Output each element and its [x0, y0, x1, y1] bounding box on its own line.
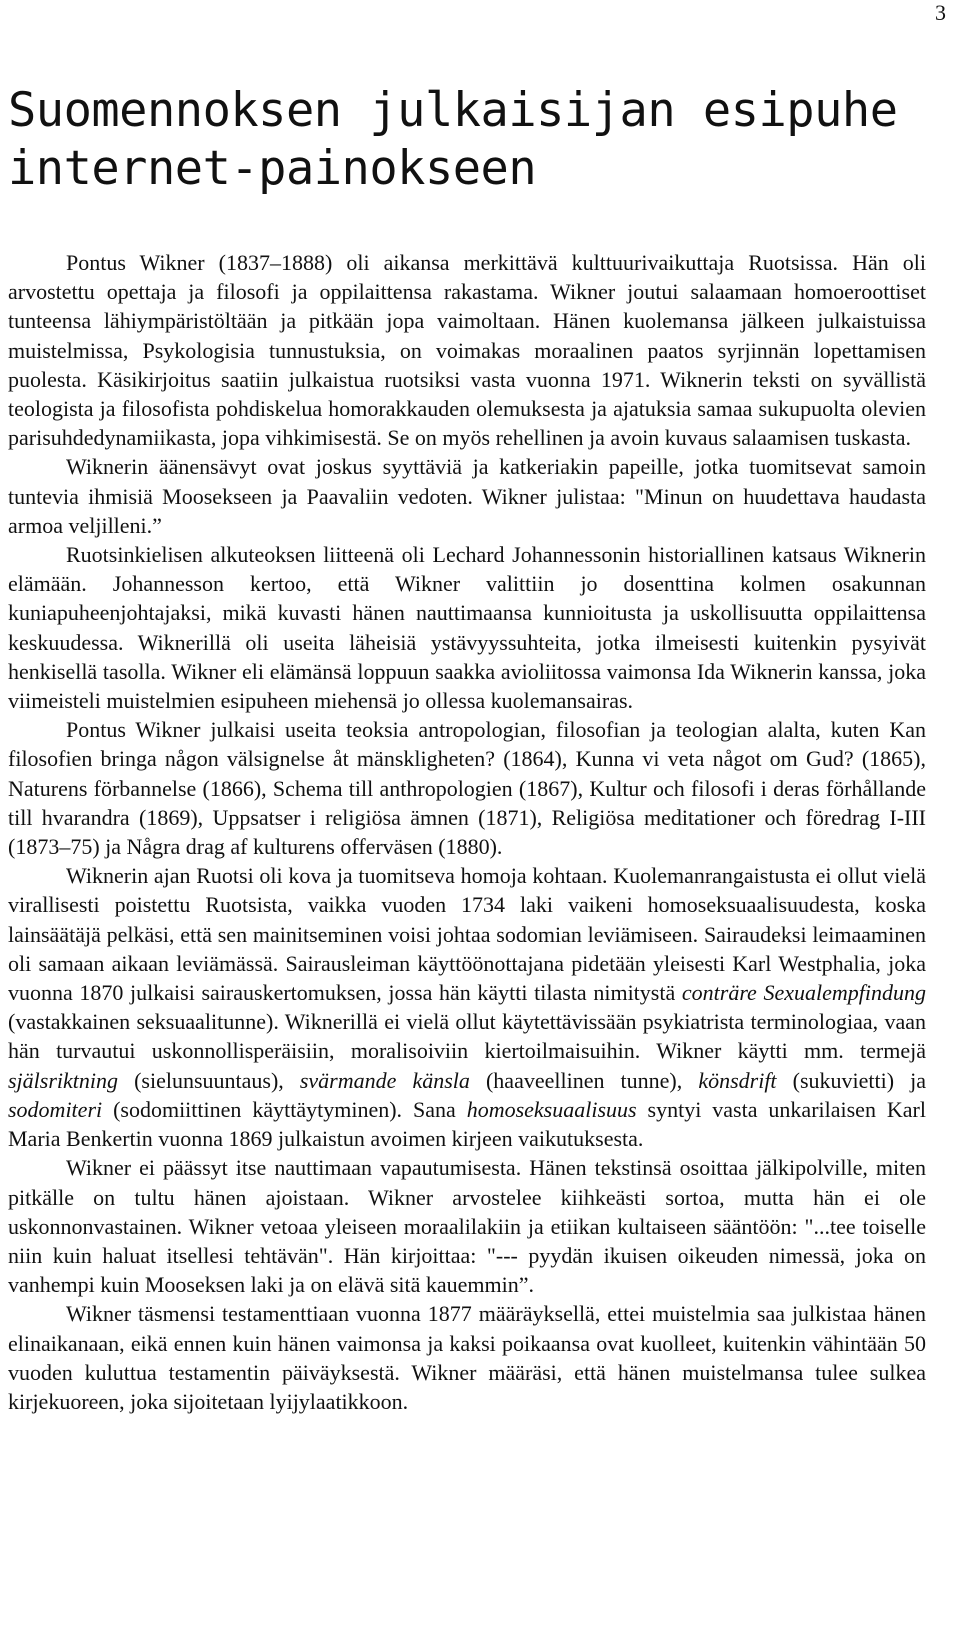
text-run: (sodomiittinen käyttäytyminen). Sana: [102, 1096, 467, 1122]
italic-term: conträre Sexualempfindung: [681, 980, 926, 1006]
italic-term: sodomiteri: [8, 1096, 103, 1122]
text-run: Pontus Wikner julkaisi useita teoksia antropologian, filosofian ja teologian alalta, kuten Kan filosofien bringa någon välsignelse åt mänskligheten? (1864), Kunna vi veta något om Gud? (1865), Naturens förbannelse (1866), Schema till anthropologien (1867), Kultur och filosofi i deras förhållande till hvarandra (1869), Uppsatser i religiösa ämnen (1871), Religiösa meditationer och föredrag I-III (1873–75) ja Några drag af kulturens offerväsen (1880).: [8, 717, 926, 860]
paragraph: [8, 1153, 926, 1299]
text-run: Wikner täsmensi testamenttiaan vuonna 1877 määräyksellä, ettei muistelmia saa julkistaa hänen elinaikanaan, eikä ennen kuin hänen vaimonsa ja kaksi poikaansa ovat kuolleet, kuitenkin vähintään 50 vuoden kuluttua testamentin päiväyksestä. Wikner määräsi, että hänen muistelmansa tulee sulkea kirjekuoreen, joka sijoitetaan lyijylaatikkoon.: [8, 1301, 926, 1414]
text-run: Wiknerin ajan Ruotsi oli kova ja tuomitseva homoja kohtaan. Kuolemanrangaistusta ei ollut vielä virallisesti poistettu Ruotsista, vaikka vuoden 1734 laki vaikeni homoseksuaalisuudesta, koska lainsäätäjä pelkäsi, että sen mainitseminen voisi johtaa sodomian leviämiseen. Sairaudeksi leimaaminen oli samaan aikaan leviämässä. Sairausleiman käyttöönottajana pidetään yleisesti Karl Westphalia, joka vuonna 1870 julkaisi sairauskertomuksen, jossa hän käytti tilasta nimitystä: [8, 863, 926, 1006]
paragraph: [8, 248, 926, 452]
paragraph: [8, 452, 926, 540]
text-run: Ruotsinkielisen alkuteoksen liitteenä oli Lechard Johannessonin historiallinen katsaus Wiknerin elämään. Johannesson kertoo, että Wikner valittiin jo dosenttina kolmen osakunnan kuniapuheenjohtajaksi, mikä kuvasti hänen nauttimaansa kunnioitusta ja uskollisuutta oppilaittensa keskuudessa. Wiknerillä oli useita läheisiä ystävyyssuhteita, jotka ilmeisesti kuitenkin pysyivät henkisellä tasolla. Wikner eli elämänsä loppuun saakka avioliitossa vaimonsa Ida Wiknerin kanssa, joka viimeisteli muistelmien esipuheen miehensä jo ollessa kuolemansairas.: [8, 542, 926, 714]
page-number: 3: [935, 0, 946, 25]
text-run: Pontus Wikner (1837–1888) oli aikansa merkittävä kulttuurivaikuttaja Ruotsissa. Hän oli arvostettu opettaja ja filosofi ja oppilaittensa rakastama. Wikner joutui salaamaan homoeroottiset tunteensa lähiympäristöltään ja pitkään jopa vaimoltaan. Hänen kuolemansa jälkeen julkaistuissa muistelmissa, Psykologisia tunnustuksia, on voimakas moraalinen paatos syrjinnän lopettamisen puolesta. Käsikirjoitus saatiin julkaistua ruotsiksi vasta vuonna 1971. Wiknerin teksti on syvällistä teologista ja filosofista pohdiskelua homorakkauden olemuksesta ja ajatuksia samaa sukupuolta olevien parisuhdedynamiikasta, jopa vihkimisestä. Se on myös rehellinen ja avoin kuvaus salaamisen tuskasta.: [8, 250, 926, 451]
paragraph: [8, 540, 926, 715]
text-run: Wiknerin äänensävyt ovat joskus syyttäviä ja katkeriakin papeille, jotka tuomitsevat samoin tuntevia ihmisiä Moosekseen ja Paavaliin vedoten. Wikner julistaa: "Minun on huudettava haudasta armoa veljilleni.”: [8, 454, 926, 538]
text-run: (haaveellinen tunne),: [469, 1067, 699, 1093]
italic-term: själsriktning: [8, 1067, 119, 1093]
page-title: Suomennoksen julkaisijan esipuhe internet-painokseen: [8, 83, 898, 196]
text-run: Wikner ei päässyt itse nauttimaan vapautumisesta. Hänen tekstinsä osoittaa jälkipolville, miten pitkälle on tultu hänen ajoistaan. Wikner arvostelee kiihkeästi sortoa, mutta hän ei ole uskonnonvastainen. Wikner vetoaa yleiseen moraalilakiin ja etiikan kultaiseen sääntöön: "...tee toiselle niin kuin haluat itsellesi tehtävän". Hän kirjoittaa: "--- pyydän ikuisen oikeuden nimessä, joka on vanhempi kuin Mooseksen laki ja on elävä sitä kauemmin”.: [8, 1155, 926, 1298]
italic-term: könsdrift: [698, 1067, 777, 1093]
text-run: (vastakkainen seksuaalitunne). Wiknerillä ei vielä ollut käytettävissään psykiatrista terminologiaa, vaan hän turvautui uskonnollisperäisiin, moralisoiviin kiertoilmaisuihin. Wikner käytti mm. termejä: [8, 1009, 926, 1064]
paragraph: [8, 1299, 926, 1416]
italic-term: homoseksuaalisuus: [466, 1096, 637, 1122]
italic-term: svärmande känsla: [299, 1067, 470, 1093]
text-run: (sukuvietti) ja: [776, 1067, 926, 1093]
paragraph: [8, 861, 926, 1153]
text-run: (sielunsuuntaus),: [118, 1067, 300, 1093]
body-text: [8, 248, 926, 1416]
paragraph: [8, 715, 926, 861]
text-run: syntyi vasta unkarilaisen Karl Maria Benkertin vuonna 1869 julkaistun avoimen kirjeen vaikutuksesta.: [8, 1096, 926, 1152]
